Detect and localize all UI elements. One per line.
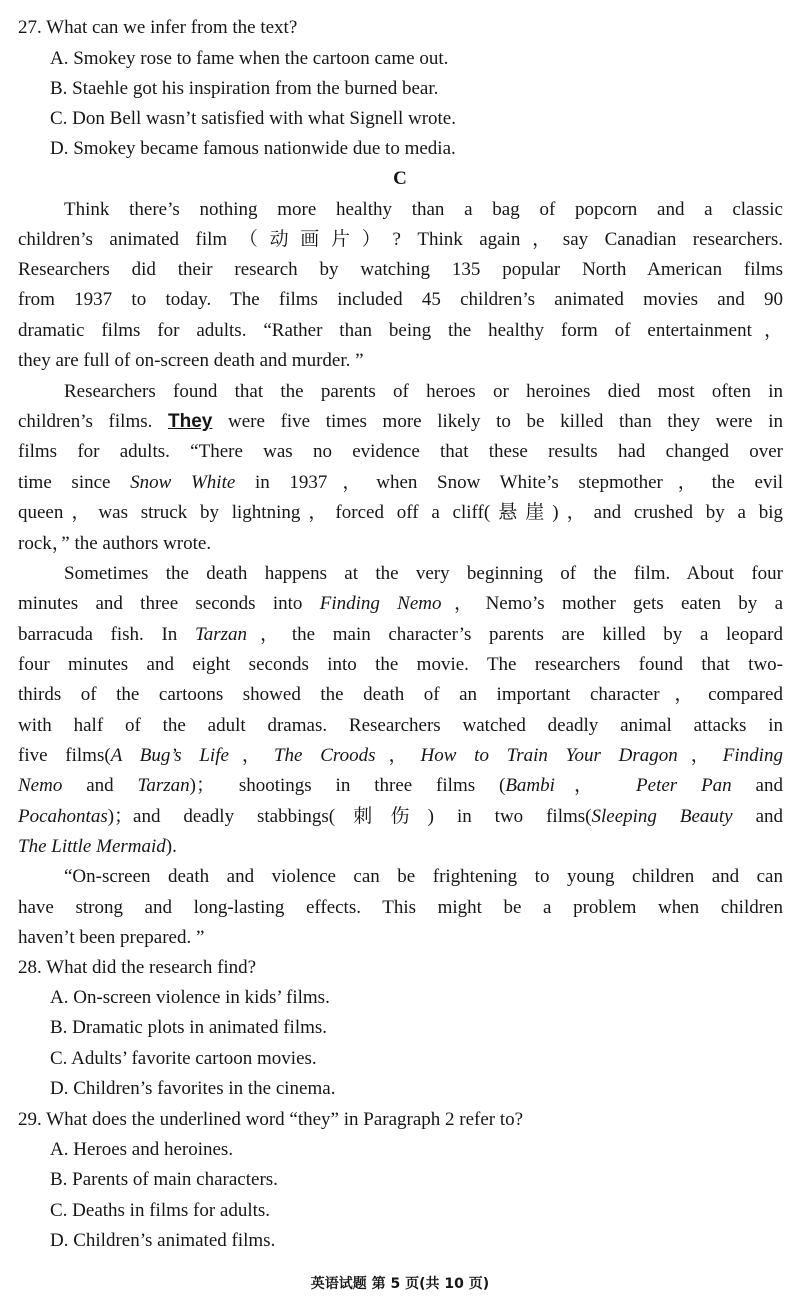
film-title: Bambi bbox=[505, 775, 555, 796]
para1-line1: Think there’s nothing more healthy than a bag of popcorn and a classic bbox=[64, 199, 783, 220]
film-title: Tarzan bbox=[137, 775, 190, 796]
film-title: Nemo bbox=[18, 775, 63, 796]
film-title: Peter Pan bbox=[636, 775, 732, 796]
para1-line4: from 1937 to today. The films included 45 children’s animated movies and 90 bbox=[18, 289, 783, 310]
para2-line5: queen，was struck by lightning，forced off a cliff(悬崖)，and crushed by a big bbox=[18, 502, 783, 523]
para4-line3: haven’t been prepared. ” bbox=[18, 927, 205, 948]
film-title: The Little Mermaid bbox=[18, 836, 166, 857]
text-span: )； shootings in three films ( bbox=[189, 775, 506, 796]
question-28: 28. What did the research find? bbox=[18, 957, 257, 978]
para3-line2 bbox=[18, 592, 783, 616]
para3-line9 bbox=[18, 805, 783, 829]
film-title: Finding bbox=[722, 745, 783, 766]
para3-line7 bbox=[18, 744, 783, 768]
text-span: ). bbox=[165, 836, 177, 857]
para1-line5: dramatic films for adults. “Rather than being the healthy form of entertainment， bbox=[18, 320, 783, 341]
text-span: time since bbox=[18, 472, 111, 493]
film-title: The Croods bbox=[273, 745, 376, 766]
para2-line1: Researchers found that the parents of heroes or heroines died most often in bbox=[64, 381, 783, 402]
text-span: minutes and three seconds into bbox=[18, 593, 303, 614]
text-span: and bbox=[86, 775, 114, 796]
para3-line1: Sometimes the death happens at the very beginning of the film. About four bbox=[64, 563, 783, 584]
para2-line2 bbox=[18, 410, 783, 434]
para3-line8 bbox=[18, 774, 783, 798]
para3-line5: thirds of the cartoons showed the death of an important character，compared bbox=[18, 684, 783, 705]
para4-line1: “On-screen death and violence can be frightening to young children and can bbox=[64, 866, 783, 887]
film-title: Pocahontas bbox=[18, 806, 108, 827]
para3-line4: four minutes and eight seconds into the movie. The researchers found that two- bbox=[18, 654, 783, 675]
para3-line10 bbox=[18, 835, 177, 859]
question-27: 27. What can we infer from the text? bbox=[18, 17, 298, 38]
para1-line3: Researchers did their research by watching 135 popular North American films bbox=[18, 259, 783, 280]
text-span: children’s films. bbox=[18, 411, 153, 432]
text-span: in 1937，when Snow White’s stepmother，the evil bbox=[254, 472, 784, 493]
text-span: five films( bbox=[18, 745, 111, 766]
section-heading: C bbox=[393, 168, 407, 189]
para2-line6: rock，” the authors wrote. bbox=[18, 533, 212, 554]
page-footer: 英语试题 第 5 页(共 10 页) bbox=[310, 1276, 490, 1292]
question-29: 29. What does the underlined word “they” in Paragraph 2 refer to? bbox=[18, 1109, 524, 1130]
film-title: How to Train Your Dragon bbox=[420, 745, 678, 766]
q27-option-d: D. Smokey became famous nationwide due to media. bbox=[50, 138, 456, 159]
q28-option-a: A. On-screen violence in kids’ films. bbox=[50, 987, 330, 1008]
q28-option-d: D. Children’s favorites in the cinema. bbox=[50, 1078, 336, 1099]
q29-option-b: B. Parents of main characters. bbox=[50, 1169, 278, 1190]
text-span: ，the main character’s parents are killed by a leopard bbox=[247, 624, 784, 645]
separator: ， bbox=[375, 745, 421, 766]
separator: ， bbox=[554, 775, 613, 796]
q27-option-c: C. Don Bell wasn’t satisfied with what Signell wrote. bbox=[50, 108, 456, 129]
q28-option-b: B. Dramatic plots in animated films. bbox=[50, 1017, 328, 1038]
text-span: and bbox=[755, 775, 783, 796]
para2-line3: films for adults. “There was no evidence that these results had changed over bbox=[18, 441, 783, 462]
q27-option-b: B. Staehle got his inspiration from the burned bear. bbox=[50, 78, 439, 99]
text-span: ，Nemo’s mother gets eaten by a bbox=[441, 593, 784, 614]
q27-option-a: A. Smokey rose to fame when the cartoon came out. bbox=[50, 48, 449, 69]
para3-line6: with half of the adult dramas. Researchers watched deadly animal attacks in bbox=[18, 715, 783, 736]
q29-option-a: A. Heroes and heroines. bbox=[50, 1139, 234, 1160]
q29-option-d: D. Children’s animated films. bbox=[50, 1230, 276, 1251]
film-title: Tarzan bbox=[194, 624, 248, 645]
text-span: barracuda fish. In bbox=[18, 624, 178, 645]
text-span: and bbox=[755, 806, 783, 827]
text-span: )；and deadly stabbings(刺伤) in two films( bbox=[107, 806, 592, 827]
para4-line2: have strong and long-lasting effects. This might be a problem when children bbox=[18, 897, 783, 918]
q28-option-c: C. Adults’ favorite cartoon movies. bbox=[50, 1048, 317, 1069]
text-span: were five times more likely to be killed than they were in bbox=[228, 411, 784, 432]
underlined-word-they: They bbox=[168, 411, 213, 432]
para3-line3 bbox=[18, 623, 783, 647]
separator: ， bbox=[228, 745, 274, 766]
separator: ， bbox=[677, 745, 723, 766]
film-title: Finding Nemo bbox=[319, 593, 442, 614]
film-title: A Bug’s Life bbox=[110, 745, 229, 766]
q29-option-c: C. Deaths in films for adults. bbox=[50, 1200, 271, 1221]
film-title: Sleeping Beauty bbox=[591, 806, 733, 827]
para1-line6: they are full of on-screen death and murder. ” bbox=[18, 350, 364, 371]
para2-line4 bbox=[18, 471, 783, 495]
para1-line2: children’s animated film（动画片）? Think again，say Canadian researchers. bbox=[18, 229, 783, 250]
film-title: Snow White bbox=[130, 472, 236, 493]
